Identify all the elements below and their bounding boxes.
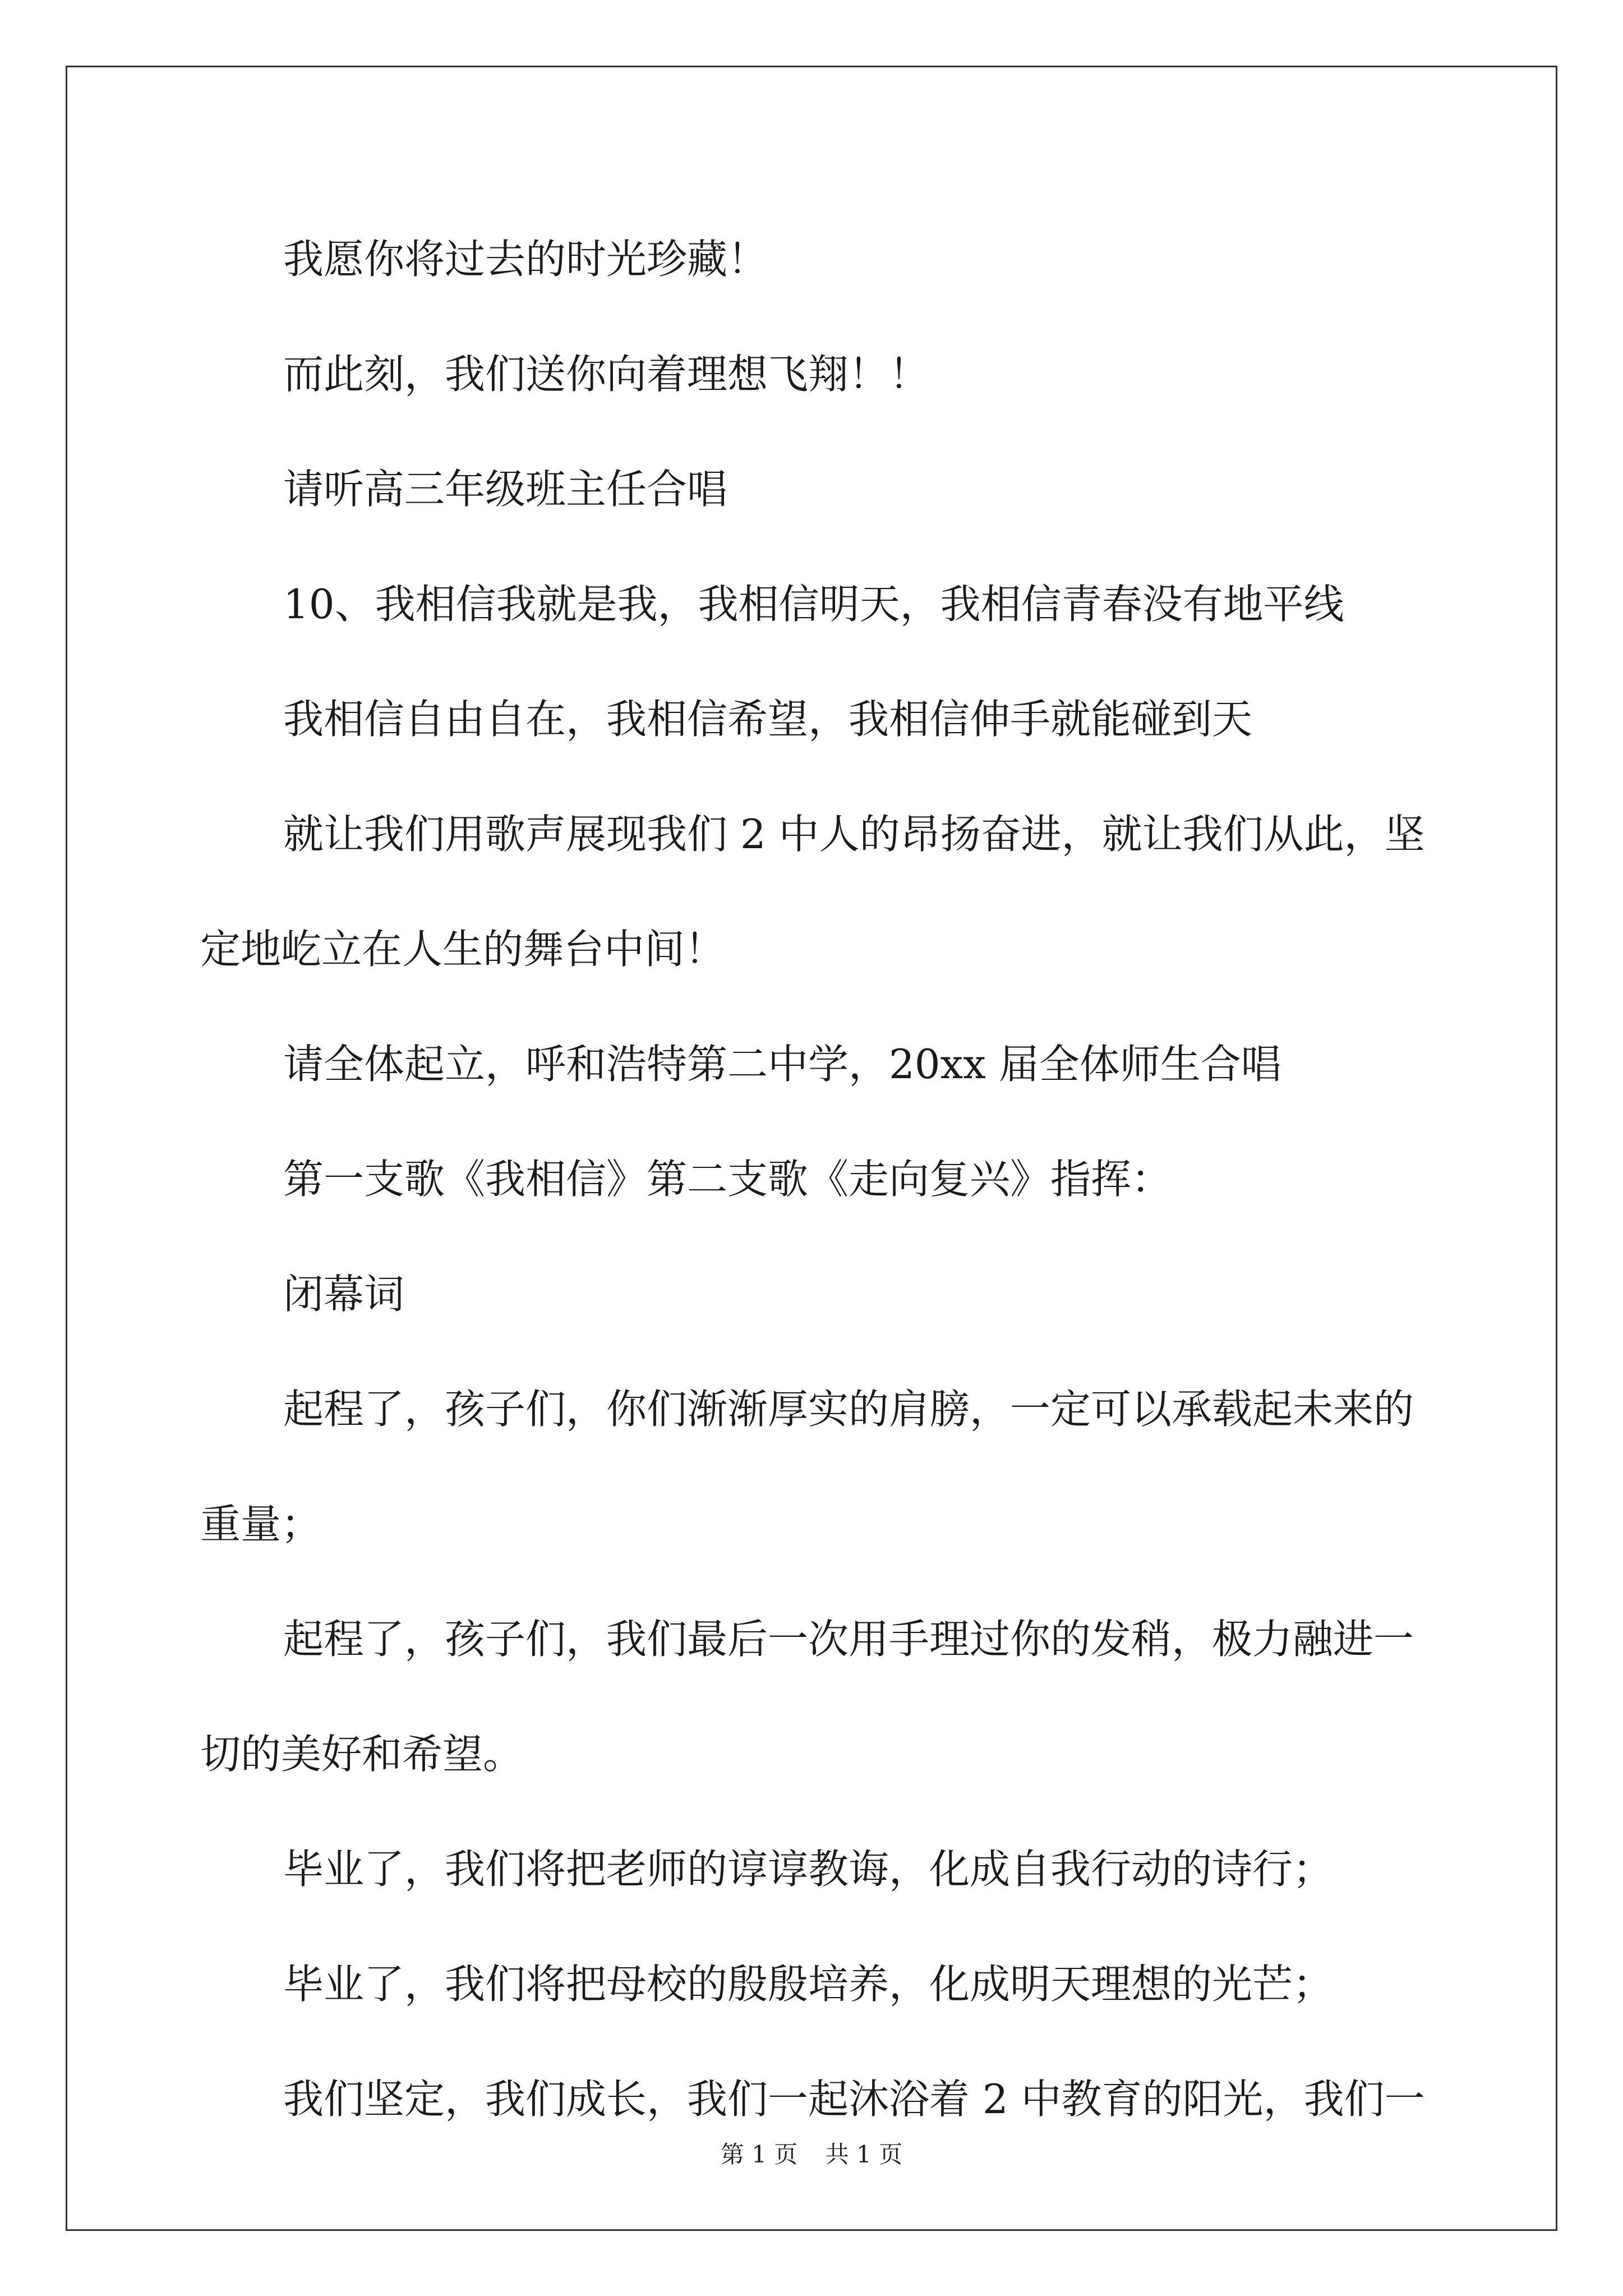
- paragraph-14: 我们坚定，我们成长，我们一起沐浴着 2 中教育的阳光，我们一: [283, 2076, 1425, 2123]
- paragraph-13: 毕业了，我们将把母校的殷殷培养，化成明天理想的光芒；: [283, 1961, 1334, 2008]
- page-number-current: 第 1 页: [720, 2141, 798, 2168]
- page-number-total: 共 1 页: [825, 2141, 903, 2168]
- paragraph-12: 毕业了，我们将把老师的谆谆教诲，化成自我行动的诗行；: [283, 1846, 1334, 1893]
- paragraph-5: 我相信自由自在，我相信希望，我相信伸手就能碰到天: [283, 696, 1253, 743]
- page-footer: [0, 2136, 1623, 2170]
- paragraph-11: 起程了，孩子们，我们最后一次用手理过你的发稍，极力融进一: [283, 1616, 1414, 1663]
- paragraph-4: 10、我相信我就是我，我相信明天，我相信青春没有地平线: [283, 581, 1344, 628]
- paragraph-7: 请全体起立，呼和浩特第二中学，20xx 届全体师生合唱: [283, 1041, 1281, 1088]
- paragraph-2: 而此刻，我们送你向着理想飞翔！！: [283, 351, 930, 398]
- paragraph-10: 起程了，孩子们，你们渐渐厚实的肩膀，一定可以承载起未来的: [283, 1386, 1414, 1433]
- paragraph-6-continued: 定地屹立在人生的舞台中间！: [200, 926, 726, 973]
- paragraph-8: 第一支歌《我相信》第二支歌《走向复兴》指挥：: [283, 1156, 1172, 1203]
- paragraph-11-continued: 切的美好和希望。: [200, 1731, 524, 1778]
- paragraph-10-continued: 重量；: [200, 1501, 322, 1548]
- paragraph-1: 我愿你将过去的时光珍藏！: [283, 236, 768, 283]
- paragraph-9-heading: 闭幕词: [283, 1271, 405, 1318]
- document-body: [200, 202, 1434, 2157]
- paragraph-3: 请听高三年级班主任合唱: [283, 466, 728, 513]
- paragraph-6: 就让我们用歌声展现我们 2 中人的昂扬奋进，就让我们从此，坚: [283, 811, 1425, 858]
